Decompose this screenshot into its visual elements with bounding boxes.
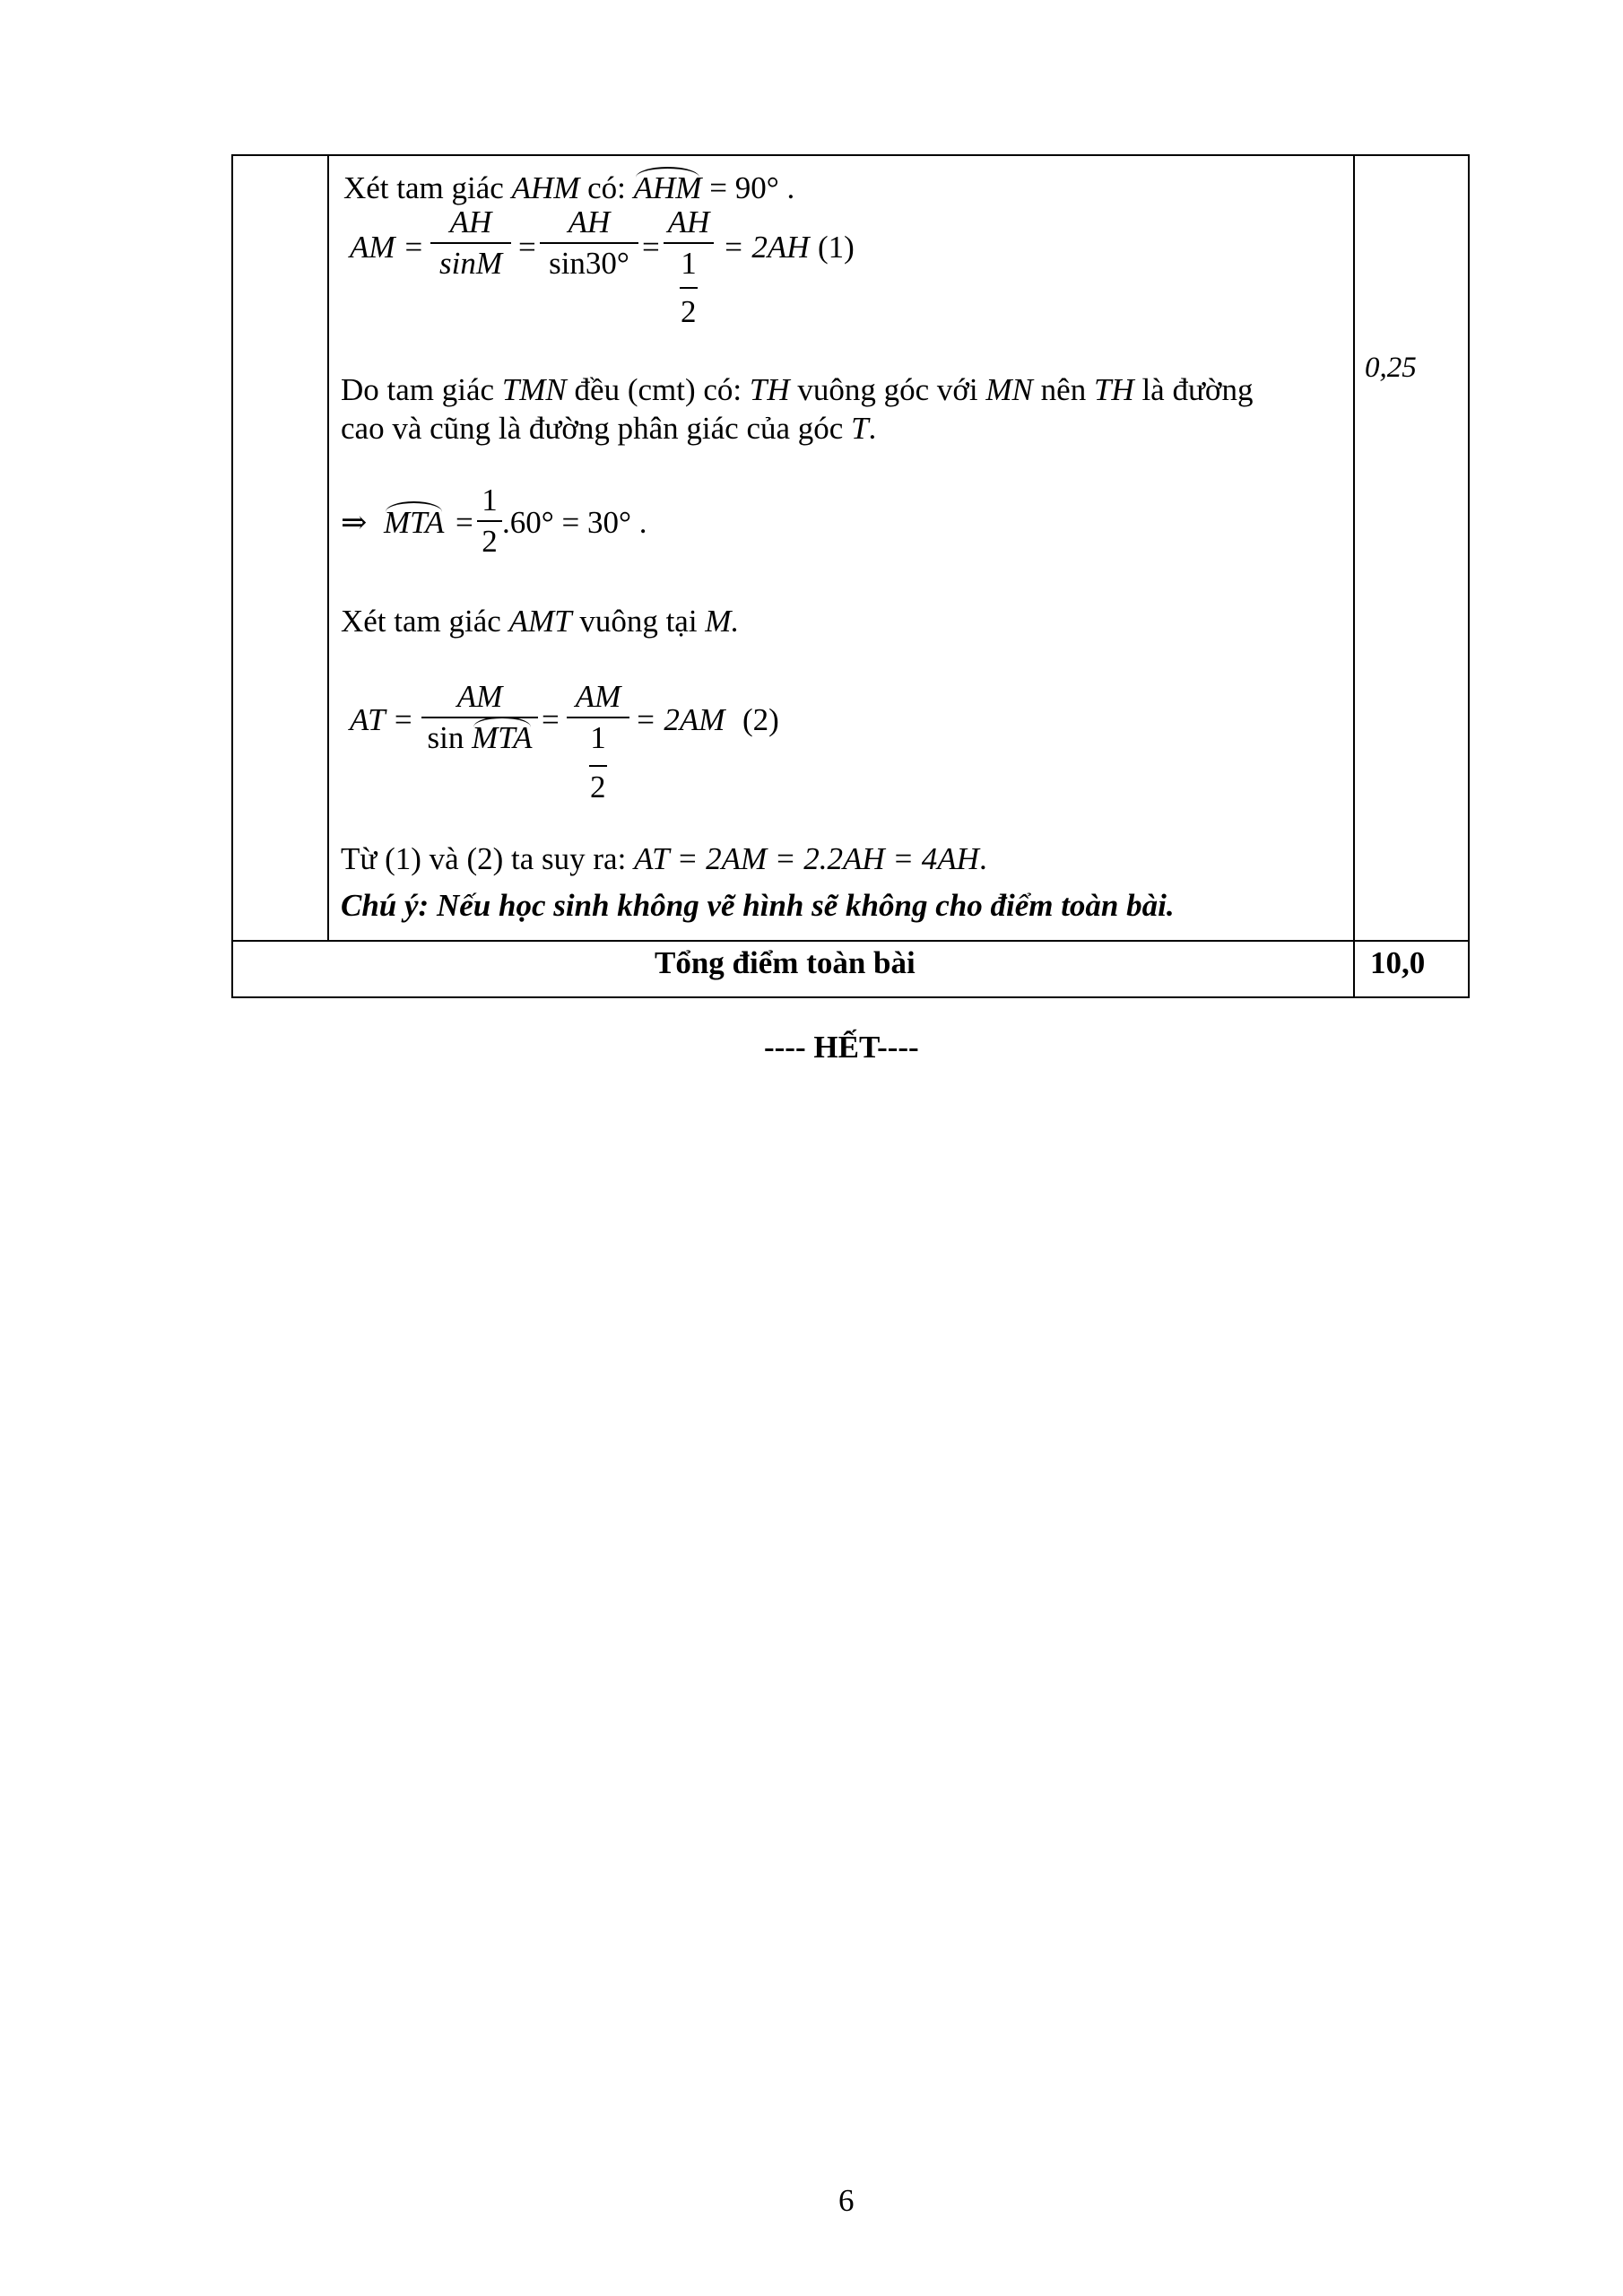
fraction-bar [540, 242, 638, 244]
num: AH [667, 204, 710, 239]
angle-mta [472, 720, 532, 755]
num: 1 [482, 483, 498, 517]
eq1-lhs: AM = [350, 230, 424, 265]
equation: AT = 2AM = 2.2AH = 4AH [634, 841, 979, 876]
var-ahm: AHM [511, 170, 580, 205]
angle-ahm [634, 170, 702, 205]
text: là đường [1133, 372, 1254, 407]
text: = 90° . [701, 170, 795, 205]
text: nên [1032, 372, 1094, 407]
angle-text: MTA [472, 720, 533, 755]
text: Từ (1) và (2) ta suy ra: [341, 841, 635, 876]
var: TMN [501, 372, 567, 407]
fraction-bar [421, 717, 538, 718]
angle-mta [384, 505, 444, 541]
text: đều (cmt) có: [566, 372, 750, 407]
eq1-frac2 [540, 204, 638, 282]
num: AM [456, 679, 503, 714]
total-value: 10,0 [1370, 945, 1426, 980]
eq3-f2-den-bar [589, 765, 607, 767]
column-divider-left [327, 156, 329, 941]
den: sinM [439, 246, 502, 281]
eq-sign: = [456, 505, 473, 540]
num: AH [568, 204, 611, 239]
text: Do tam giác [341, 372, 502, 407]
eq2-frac [477, 483, 502, 560]
eq3-tag: (2) [742, 702, 779, 737]
den: 2 [482, 524, 498, 559]
eq1-f3-den-den: 2 [681, 294, 697, 329]
den-num: 1 [681, 246, 697, 281]
line-tmn-equilateral [341, 372, 1253, 408]
den [421, 720, 538, 756]
fraction-bar [477, 520, 502, 522]
eq1-frac3 [664, 204, 714, 282]
line-consider-ahm [343, 170, 794, 206]
line-consider-amt [341, 604, 739, 639]
text: có: [579, 170, 634, 205]
end-marker: ---- HẾT---- [764, 1030, 919, 1065]
den: sin30° [549, 246, 629, 281]
var: TH [1093, 372, 1134, 407]
var: TH [749, 372, 790, 407]
text: cao và cũng là đường phân giác của góc [341, 411, 852, 446]
eq3-f2-den-den: 2 [590, 770, 606, 804]
fraction-bar [567, 717, 629, 718]
text: vuông góc với [789, 372, 986, 407]
line-altitude-bisector [341, 411, 876, 447]
eq-sign: = [542, 702, 560, 737]
score-value: 0,25 [1365, 352, 1417, 384]
text: Xét tam giác [343, 170, 512, 205]
total-label: Tổng điểm toàn bài [655, 945, 916, 980]
text: . [868, 411, 877, 446]
eq-sign: = [518, 230, 536, 265]
total-row-divider [233, 940, 1468, 942]
var: MN [985, 372, 1033, 407]
eq1-f3-den-bar [680, 287, 698, 289]
page-number: 6 [838, 2183, 855, 2218]
num: AM [575, 679, 621, 714]
implies-arrow: ⇒ [341, 505, 368, 540]
eq3-frac2 [567, 679, 629, 756]
text: vuông tại [571, 604, 706, 639]
text: . [978, 841, 987, 876]
den-num: 1 [590, 720, 606, 755]
num: AH [449, 204, 492, 239]
eq1-rhs: = 2AH [723, 230, 810, 265]
eq3-rhs: = 2AM [635, 702, 725, 737]
fraction-bar [664, 242, 714, 244]
column-divider-right [1353, 156, 1355, 996]
text: Xét tam giác [341, 604, 509, 639]
eq-sign: = [642, 230, 660, 265]
var: T [851, 411, 869, 446]
angle-text: MTA [384, 505, 445, 540]
angle-text: AHM [633, 170, 702, 205]
line-conclusion [341, 841, 987, 877]
sin-text: sin [427, 720, 473, 755]
eq1-frac1 [430, 204, 511, 282]
fraction-bar [430, 242, 511, 244]
eq2-rest: .60° = 30° . [502, 505, 647, 540]
note: Chú ý: Nếu học sinh không vẽ hình sẽ không cho điểm toàn bài. [341, 888, 1175, 923]
var: M. [705, 604, 740, 639]
var: AMT [508, 604, 572, 639]
eq3-lhs: AT = [350, 702, 414, 737]
eq3-frac1 [421, 679, 538, 756]
eq1-tag: (1) [818, 230, 855, 265]
